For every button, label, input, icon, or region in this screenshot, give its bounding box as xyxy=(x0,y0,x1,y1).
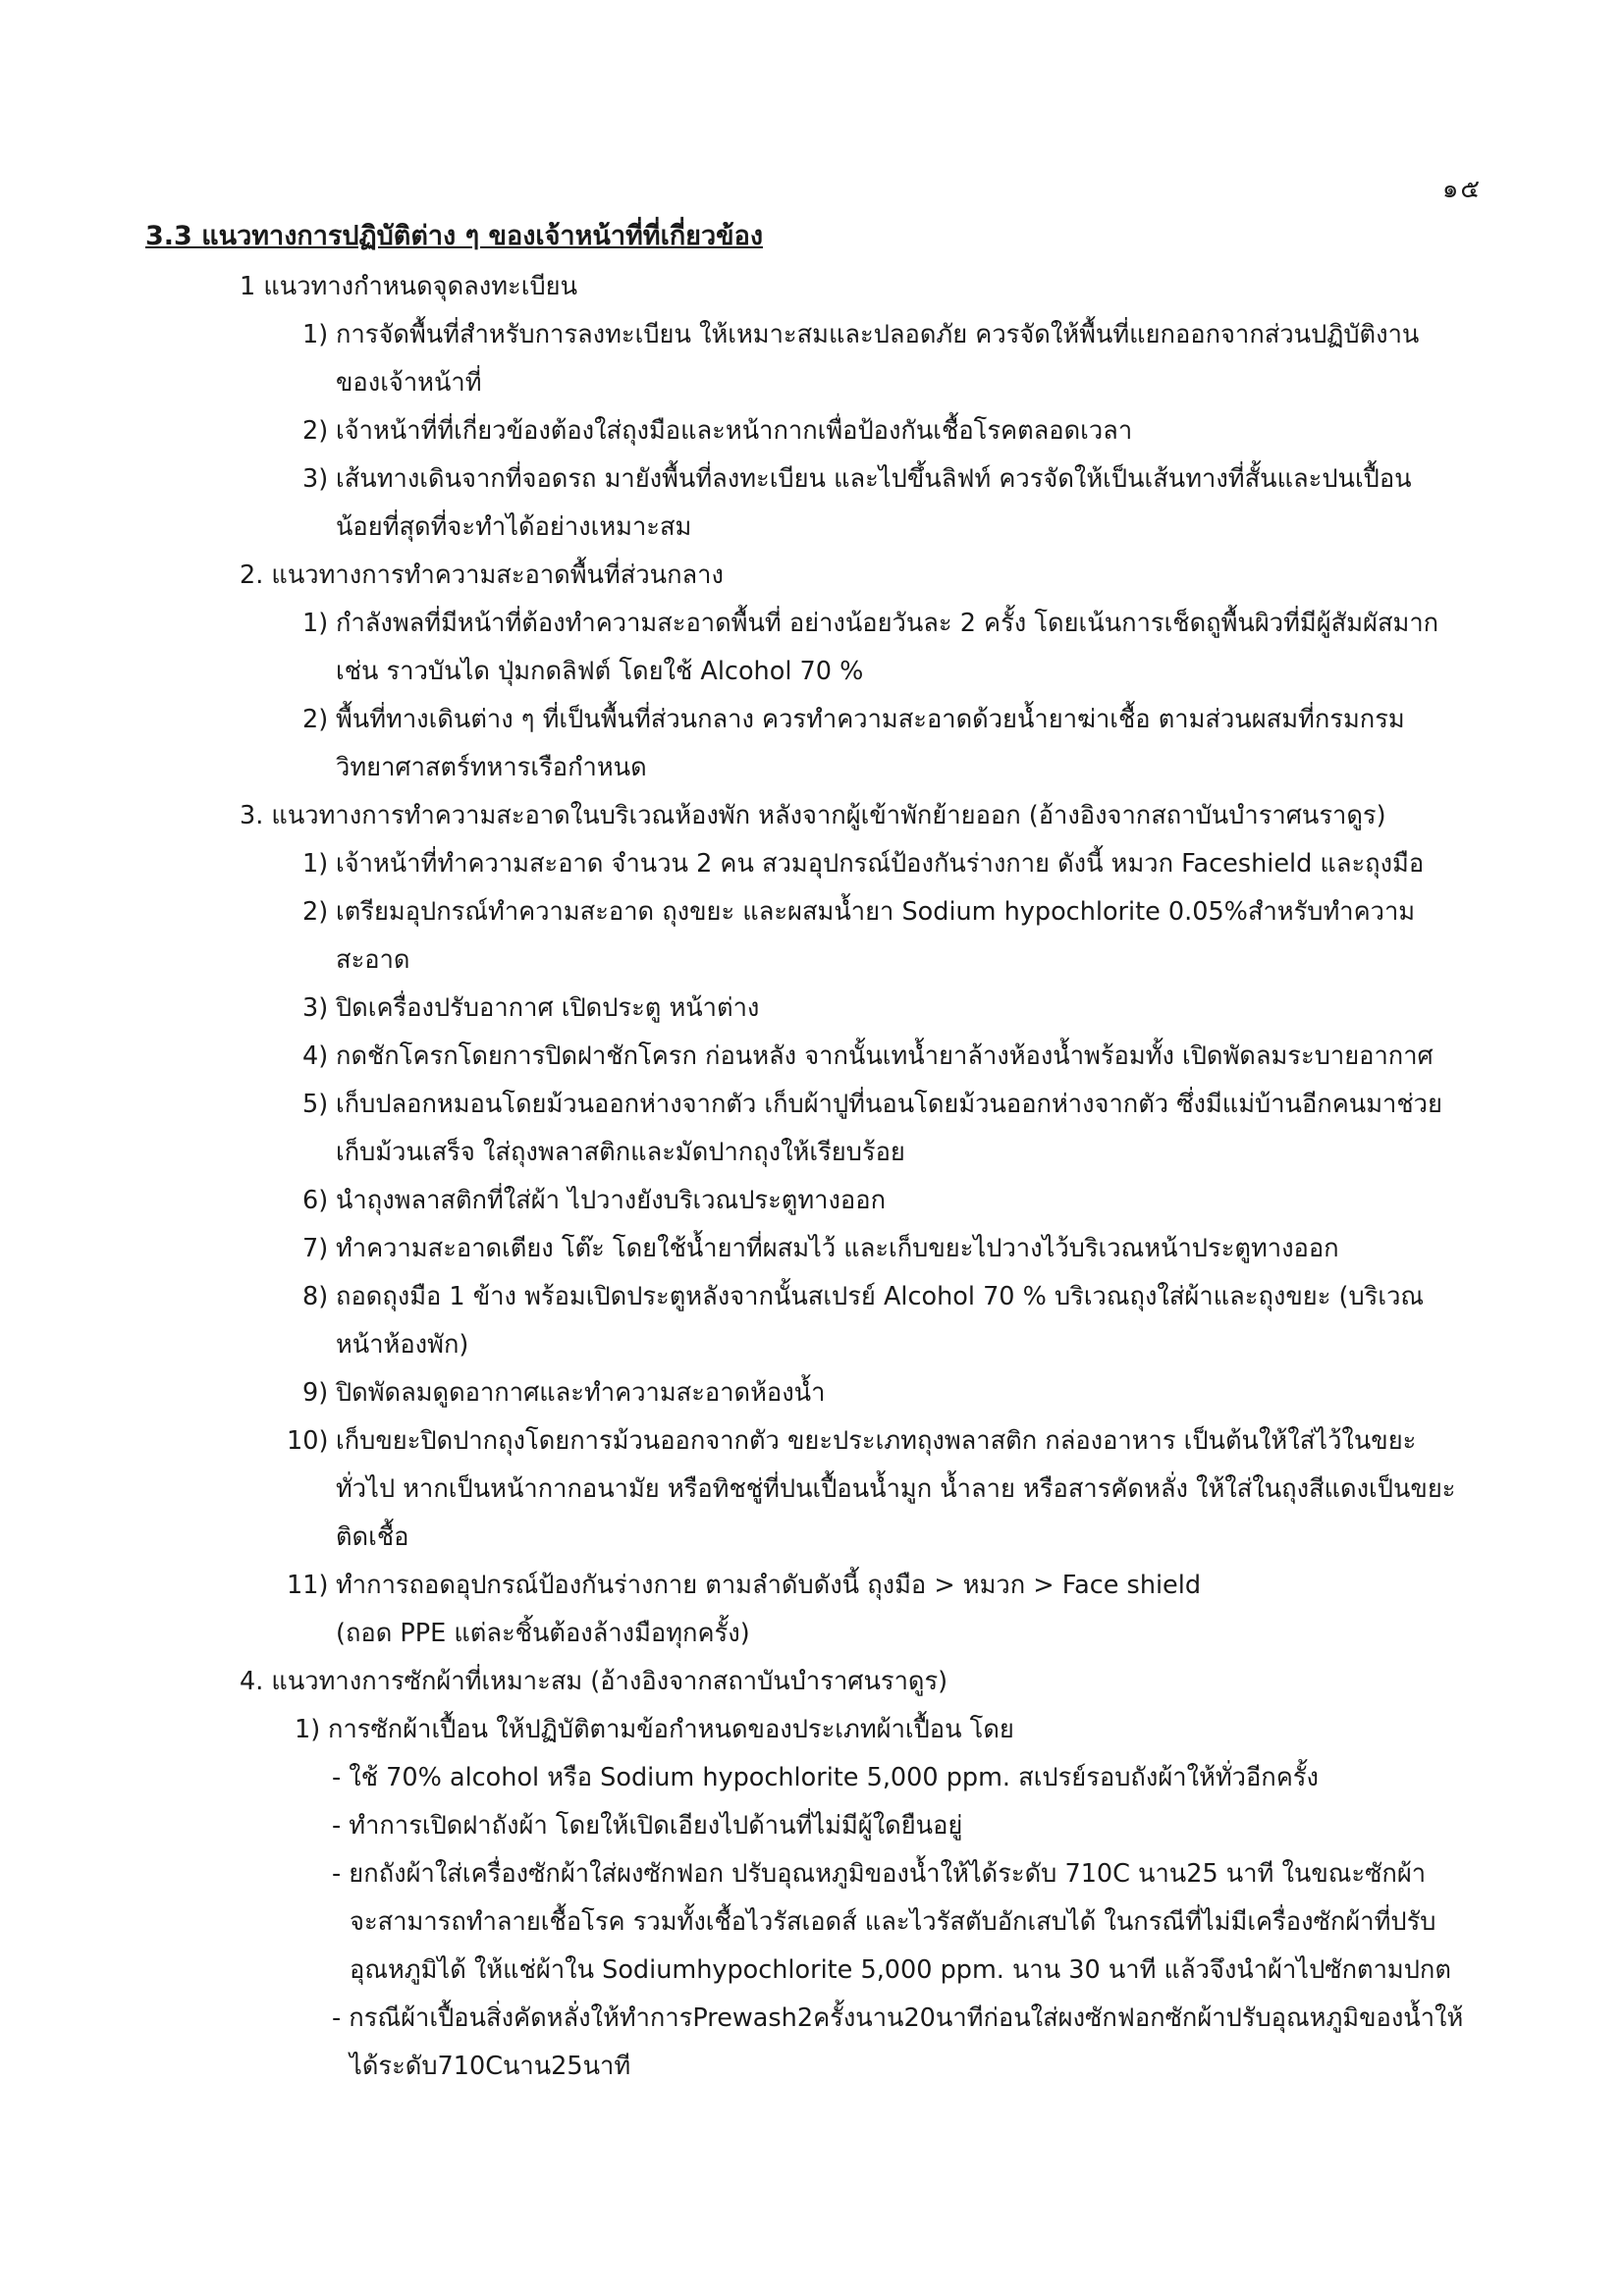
list-item: 1) การจัดพื้นที่สำหรับการลงทะเบียน ให้เหมาะสมและปลอดภัย ควรจัดให้พื้นที่แยกออกจากส่วนปฏิบัติงาน xyxy=(302,320,1420,349)
list-item: 5) เก็บปลอกหมอนโดยม้วนออกห่างจากตัว เก็บผ้าปูที่นอนโดยม้วนออกห่างจากตัว ซึ่งมีแม่บ้านอีกคนมาช่วย xyxy=(302,1090,1442,1119)
section-heading: 3. แนวทางการทำความสะอาดในบริเวณห้องพัก หลังจากผู้เข้าพักย้ายออก (อ้างอิงจากสถาบันบำราศนราดูร) xyxy=(240,801,1386,830)
list-item-continuation: ของเจ้าหน้าที่ xyxy=(336,368,482,398)
list-item: 7) ทำความสะอาดเตียง โต๊ะ โดยใช้น้ำยาที่ผสมไว้ และเก็บขยะไปวางไว้บริเวณหน้าประตูทางออก xyxy=(302,1234,1339,1263)
bullet-item: - ทำการเปิดฝาถังผ้า โดยให้เปิดเอียงไปด้านที่ไม่มีผู้ใดยืนอยู่ xyxy=(332,1811,963,1841)
list-item: 3) เส้นทางเดินจากที่จอดรถ มายังพื้นที่ลงทะเบียน และไปขึ้นลิฟท์ ควรจัดให้เป็นเส้นทางที่สั้นและปนเปื้อน xyxy=(302,464,1412,494)
list-item: 1) เจ้าหน้าที่ทำความสะอาด จำนวน 2 คน สวมอุปกรณ์ป้องกันร่างกาย ดังนี้ หมวก Faceshield และถุงมือ xyxy=(302,849,1425,879)
list-item-continuation: ติดเชื้อ xyxy=(336,1522,409,1552)
section-heading: 4. แนวทางการซักผ้าที่เหมาะสม (อ้างอิงจากสถาบันบำราศนราดูร) xyxy=(240,1667,948,1696)
page-number: ๑๕ xyxy=(1441,175,1482,204)
list-item: 11) ทำการถอดอุปกรณ์ป้องกันร่างกาย ตามลำดับดังนี้ ถุงมือ > หมวก > Face shield xyxy=(287,1571,1202,1600)
list-item-continuation: ทั่วไป หากเป็นหน้ากากอนามัย หรือทิชชู่ที่ปนเปื้อนน้ำมูก น้ำลาย หรือสารคัดหลั่ง ให้ใส่ในถุงสีแดงเป็นขยะ xyxy=(336,1474,1456,1504)
list-item-continuation: สะอาด xyxy=(336,945,410,975)
list-item: 10) เก็บขยะปิดปากถุงโดยการม้วนออกจากตัว ขยะประเภทถุงพลาสติก กล่องอาหาร เป็นต้นให้ใส่ไว้ในขยะ xyxy=(287,1426,1417,1456)
bullet-item-continuation: จะสามารถทำลายเชื้อโรค รวมทั้งเชื้อไวรัสเอดส์ และไวรัสตับอักเสบได้ ในกรณีที่ไม่มีเครื่องซักผ้าที่ปรับ xyxy=(350,1907,1436,1937)
list-item: 2) เจ้าหน้าที่ที่เกี่ยวข้องต้องใส่ถุงมือและหน้ากากเพื่อป้องกันเชื้อโรคตลอดเวลา xyxy=(302,416,1133,446)
list-item: 2) เตรียมอุปกรณ์ทำความสะอาด ถุงขยะ และผสมน้ำยา Sodium hypochlorite 0.05%สำหรับทำความ xyxy=(302,897,1416,927)
section-heading: 1 แนวทางกำหนดจุดลงทะเบียน xyxy=(240,272,578,301)
section-title: 3.3 แนวทางการปฏิบัติต่าง ๆ ของเจ้าหน้าที่ที่เกี่ยวข้อง xyxy=(145,221,764,251)
list-item-continuation: เช่น ราวบันได ปุ่มกดลิฟต์ โดยใช้ Alcohol 70 % xyxy=(336,657,864,686)
list-item: 3) ปิดเครื่องปรับอากาศ เปิดประตู หน้าต่าง xyxy=(302,993,760,1023)
list-item: 8) ถอดถุงมือ 1 ข้าง พร้อมเปิดประตูหลังจากนั้นสเปรย์ Alcohol 70 % บริเวณถุงใส่ผ้าและถุงขยะ (บริเวณ xyxy=(302,1282,1425,1311)
bullet-item: - ยกถังผ้าใส่เครื่องซักผ้าใส่ผงซักฟอก ปรับอุณหภูมิของน้ำให้ได้ระดับ 710C นาน25 นาที ในขณะซักผ้า xyxy=(332,1859,1427,1889)
bullet-item-continuation: อุณหภูมิได้ ให้แช่ผ้าใน Sodiumhypochlorite 5,000 ppm. นาน 30 นาที แล้วจึงนำผ้าไปซักตามปกต xyxy=(350,1955,1451,1985)
list-item-continuation: วิทยาศาสตร์ทหารเรือกำหนด xyxy=(336,753,647,782)
list-item: 6) นำถุงพลาสติกที่ใส่ผ้า ไปวางยังบริเวณประตูทางออก xyxy=(302,1186,887,1215)
list-item: 1) กำลังพลที่มีหน้าที่ต้องทำความสะอาดพื้นที่ อย่างน้อยวันละ 2 ครั้ง โดยเน้นการเช็ดถูพื้นผิวที่มีผู้สัมผัสมาก xyxy=(302,609,1439,638)
section-heading: 2. แนวทางการทำความสะอาดพื้นที่ส่วนกลาง xyxy=(240,561,724,590)
list-item: 2) พื้นที่ทางเดินต่าง ๆ ที่เป็นพื้นที่ส่วนกลาง ควรทำความสะอาดด้วยน้ำยาฆ่าเชื้อ ตามส่วนผสมที่กรมกรม xyxy=(302,705,1405,734)
list-item-continuation: น้อยที่สุดที่จะทำได้อย่างเหมาะสม xyxy=(336,512,692,542)
list-item-continuation: เก็บม้วนเสร็จ ใส่ถุงพลาสติกและมัดปากถุงให้เรียบร้อย xyxy=(336,1138,905,1167)
document-body xyxy=(0,263,1624,2091)
list-item-continuation: (ถอด PPE แต่ละชิ้นต้องล้างมือทุกครั้ง) xyxy=(336,1619,750,1648)
list-item: 4) กดชักโครกโดยการปิดฝาชักโครก ก่อนหลัง จากนั้นเทน้ำยาล้างห้องน้ำพร้อมทั้ง เปิดพัดลมระบายอากาศ xyxy=(302,1041,1434,1071)
bullet-item-continuation: ได้ระดับ710Cนาน25นาที xyxy=(350,2052,631,2081)
bullet-item: - กรณีผ้าเปื้อนสิ่งคัดหลั่งให้ทำการPrewash2ครั้งนาน20นาทีก่อนใส่ผงซักฟอกซักผ้าปรับอุณหภูมิของน้ำให้ xyxy=(332,2003,1464,2033)
bullet-item: - ใช้ 70% alcohol หรือ Sodium hypochlorite 5,000 ppm. สเปรย์รอบถังผ้าให้ทั่วอีกครั้ง xyxy=(332,1763,1319,1792)
list-item: 1) การซักผ้าเปื้อน ให้ปฏิบัติตามข้อกำหนดของประเภทผ้าเปื้อน โดย xyxy=(295,1715,1014,1744)
list-item-continuation: หน้าห้องพัก) xyxy=(336,1330,469,1360)
list-item: 9) ปิดพัดลมดูดอากาศและทำความสะอาดห้องน้ำ xyxy=(302,1378,826,1408)
